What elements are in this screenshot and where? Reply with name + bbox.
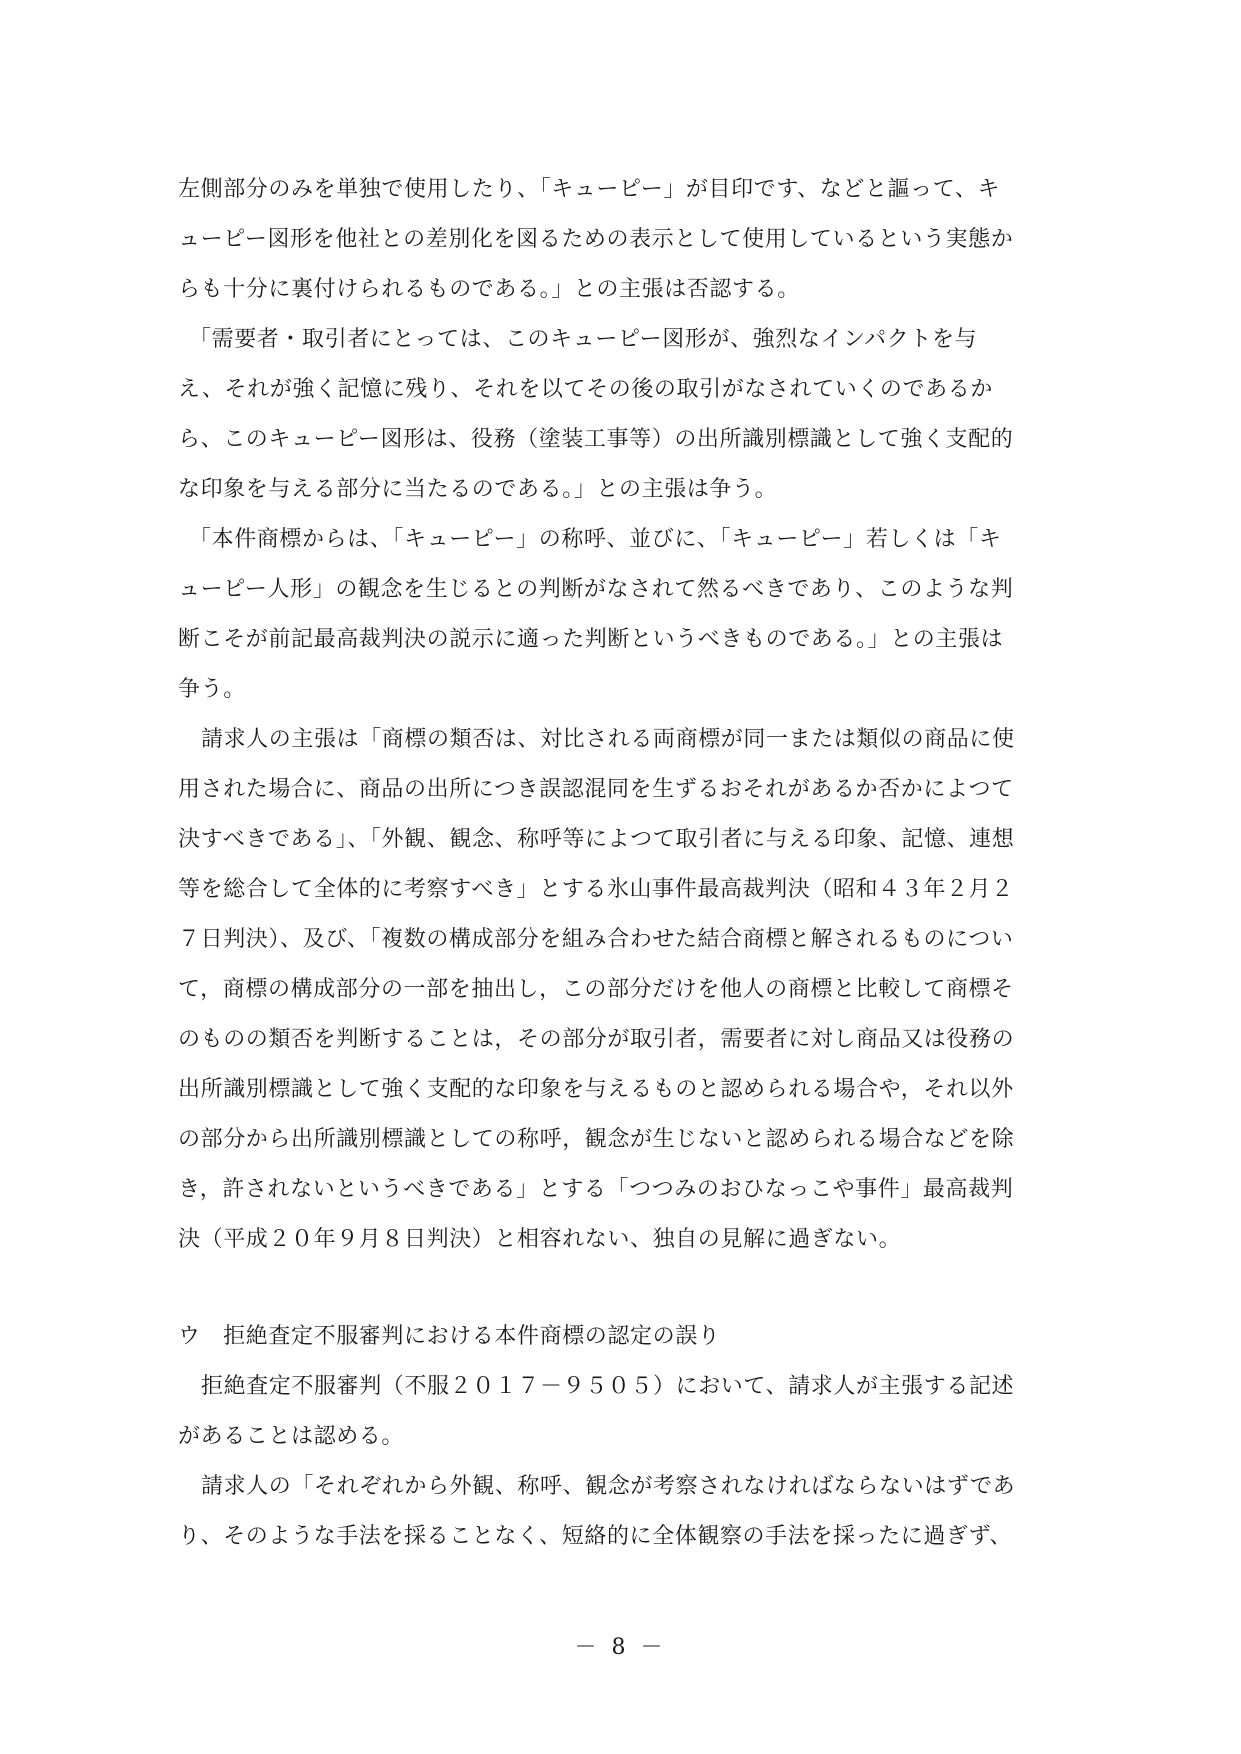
- text-line: き，許されないというべきである」とする「つつみのおひなっこや事件」最高裁判: [178, 1177, 1014, 1202]
- text-line: 争う。: [178, 677, 246, 702]
- text-line: 請求人の主張は「商標の類否は、対比される両商標が同一または類似の商品に使: [201, 727, 1015, 752]
- text-line: 拒絶査定不服審判（不服２０１７－９５０５）において、請求人が主張する記述: [201, 1374, 1015, 1399]
- text-line: り、そのような手法を採ることなく、短絡的に全体観察の手法を採ったに過ぎず、: [178, 1524, 1013, 1549]
- text-line: ューピー人形」の観念を生じるとの判断がなされて然るべきであり、このような判: [178, 577, 1014, 602]
- text-line: 左側部分のみを単独で使用したり、「キューピー」が目印です、などと謳って、キ: [178, 177, 1001, 202]
- text-line: 「需要者・取引者にとっては、このキューピー図形が、強烈なインパクトを与: [189, 327, 978, 352]
- text-line: らも十分に裏付けられるものである。」との主張は否認する。: [178, 277, 800, 302]
- text-line: え、それが強く記憶に残り、それを以てその後の取引がなされていくのであるか: [178, 377, 993, 402]
- text-line: 請求人の「それぞれから外観、称呼、観念が考察されなければならないはずであ: [201, 1474, 1016, 1499]
- text-line: があることは認める。: [178, 1424, 405, 1449]
- text-line: 決すべきである」、「外観、観念、称呼等によつて取引者に与える印象、記憶、連想: [178, 827, 1015, 852]
- text-line: 用された場合に、商品の出所につき誤認混同を生ずるおそれがあるか否かによつて: [178, 777, 1014, 802]
- text-line: ７日判決）、及び、「複数の構成部分を組み合わせた結合商標と解されるものについ: [178, 927, 1014, 952]
- text-line: て，商標の構成部分の一部を抽出し，この部分だけを他人の商標と比較して商標そ: [178, 977, 1014, 1002]
- text-line: のものの類否を判断することは，その部分が取引者，需要者に対し商品又は役務の: [178, 1027, 1015, 1052]
- text-line: 決（平成２０年９月８日判決）と相容れない、独自の見解に過ぎない。: [178, 1227, 902, 1252]
- text-line: な印象を与える部分に当たるのである。」との主張は争う。: [178, 477, 778, 502]
- text-line: ら、このキューピー図形は、役務（塗装工事等）の出所識別標識として強く支配的: [178, 427, 1014, 452]
- text-line: 出所識別標識として強く支配的な印象を与えるものと認められる場合や，それ以外: [178, 1077, 1014, 1102]
- body-text-bottom: [178, 1312, 1098, 1562]
- page-number: － 8 －: [574, 1635, 667, 1660]
- text-line: ューピー図形を他社との差別化を図るための表示として使用しているという実態か: [178, 227, 1014, 252]
- text-line: 断こそが前記最高裁判決の説示に適った判断というべきものである。」との主張は: [178, 627, 1004, 652]
- text-line: の部分から出所識別標識としての称呼，観念が生じないと認められる場合などを除: [178, 1127, 1015, 1152]
- text-line: 「本件商標からは、「キューピー」の称呼、並びに、「キューピー」若しくは「キ: [189, 527, 1002, 552]
- section-heading: ウ 拒絶査定不服審判における本件商標の認定の誤り: [178, 1324, 721, 1349]
- text-line: 等を総合して全体的に考察すべき」とする氷山事件最高裁判決（昭和４３年２月２: [178, 877, 1014, 902]
- body-text-top: [178, 165, 1098, 1265]
